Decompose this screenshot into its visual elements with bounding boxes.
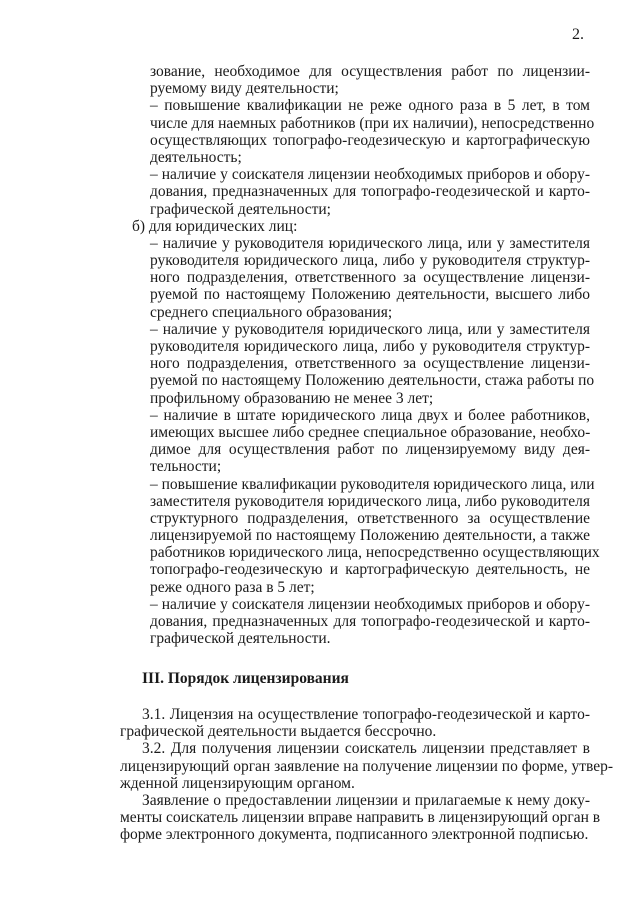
text-line: заместителя руководителя юридического лица, либо руководителя: [150, 492, 590, 510]
text-line: б) для юридических лиц:: [132, 217, 298, 235]
text-line: графической деятельности;: [150, 200, 331, 218]
text-line: числе для наемных работников (при их наличии), непосредственно: [150, 114, 595, 132]
text-line: – повышение квалификации не реже одного раза в 5 лет, в том: [150, 97, 590, 115]
section-heading: III. Порядок лицензирования: [142, 670, 349, 687]
text-line: имеющих высшее либо среднее специальное образование, необхо-: [150, 423, 591, 441]
text-line: 3.1. Лицензия на осуществление топографо-геодезической и карто-: [142, 706, 590, 723]
text-line: – наличие у руководителя юридического лица, или у заместителя: [150, 320, 590, 338]
text-line: графической деятельности.: [150, 630, 331, 648]
text-line: структурного подразделения, ответственного за осуществление: [150, 509, 590, 527]
page-number: 2.: [572, 26, 584, 43]
text-line: графической деятельности выдается бессрочно.: [120, 723, 437, 741]
text-line: менты соискатель лицензии вправе направить в лицензирующий орган в: [120, 809, 601, 827]
text-line: руководителя юридического лица, либо у руководителя структур-: [150, 338, 590, 355]
text-line: жденной лицензирующим органом.: [120, 774, 355, 792]
text-line: зование, необходимое для осуществления работ по лицензии-: [150, 63, 590, 80]
text-line: тельности;: [150, 458, 222, 476]
text-line: деятельность;: [150, 148, 242, 166]
text-line: 3.2. Для получения лицензии соискатель лицензии представляет в: [142, 740, 590, 758]
text-line: руемому виду деятельности;: [150, 80, 339, 98]
text-line: ного подразделения, ответственного за осуществление лицензи-: [150, 269, 590, 287]
text-line: форме электронного документа, подписанного электронной подписью.: [120, 826, 589, 844]
text-line: лицензирующий орган заявление на получение лицензии по форме, утвер-: [120, 757, 613, 775]
text-line: – наличие в штате юридического лица двух и более работников,: [150, 406, 590, 424]
text-line: работников юридического лица, непосредственно осуществляющих: [150, 544, 600, 562]
text-line: среднего специального образования;: [150, 303, 393, 321]
text-line: Заявление о предоставлении лицензии и прилагаемые к нему доку-: [142, 791, 590, 809]
text-line: профильному образованию не менее 3 лет;: [150, 389, 434, 407]
text-line: руемой по настоящему Положению деятельности, высшего либо: [150, 286, 590, 304]
requirements-list: [132, 63, 600, 648]
text-line: – наличие у соискателя лицензии необходимых приборов и обору-: [150, 595, 590, 613]
text-line: топографо-геодезическую и картографическую деятельность, не: [150, 561, 590, 579]
text-line: дования, предназначенных для топографо-геодезической и карто-: [150, 613, 590, 630]
text-line: димое для осуществления работ по лицензируемому виду дея-: [150, 441, 590, 459]
text-line: реже одного раза в 5 лет;: [150, 578, 315, 596]
text-line: – наличие у соискателя лицензии необходимых приборов и обору-: [150, 166, 590, 184]
text-line: – повышение квалификации руководителя юридического лица, или: [150, 475, 595, 493]
text-line: лицензируемой по настоящему Положению деятельности, а также: [150, 527, 590, 545]
text-line: – наличие у руководителя юридического лица, или у заместителя: [150, 234, 590, 252]
text-line: руководителя юридического лица, либо у руководителя структур-: [150, 252, 590, 270]
licensing-procedure-text: [120, 706, 613, 844]
text-line: руемой по настоящему Положению деятельности, стажа работы по: [150, 372, 595, 390]
text-line: ного подразделения, ответственного за осуществление лицензи-: [150, 355, 590, 373]
text-line: дования, предназначенных для топографо-геодезической и карто-: [150, 183, 590, 201]
text-line: осуществляющих топографо-геодезическую и картографическую: [150, 131, 590, 149]
